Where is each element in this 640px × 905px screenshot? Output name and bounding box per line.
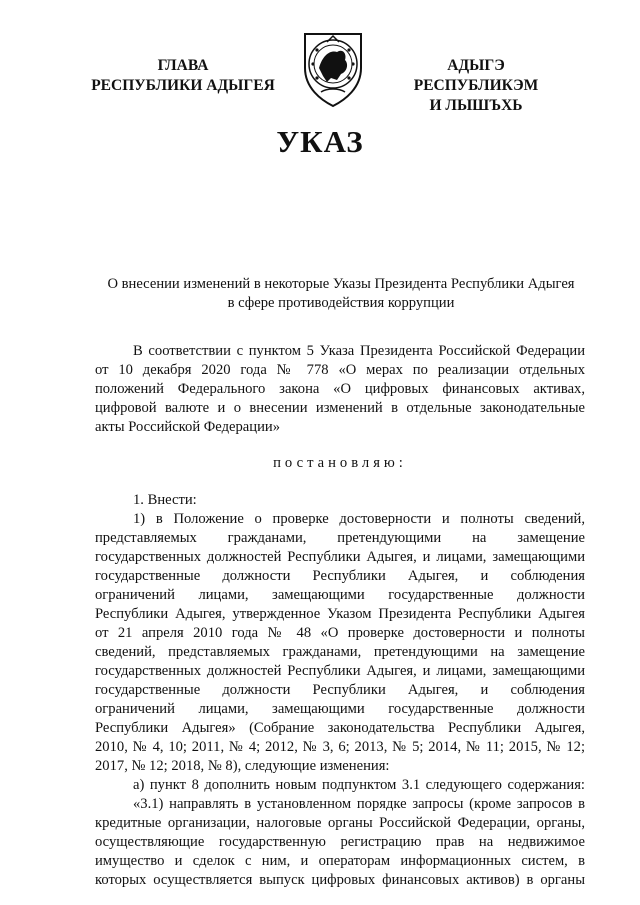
item-1-1-line: сведений, представляемых гражданами, претендующими на замещение (95, 644, 585, 660)
item-1-1-line: Республики Адыгея, утвержденное Указом Президента Республики Адыгея (95, 606, 585, 622)
issuer-adyghe-line2: И ЛЫШЪХЬ (429, 97, 523, 114)
issuer-adyghe (384, 56, 568, 116)
preamble (95, 342, 585, 437)
item-1-1-line: государственных должностей Республики Адыгея, и лицами, замещающими (95, 549, 585, 565)
issuer-russian-line1: ГЛАВА (157, 57, 209, 74)
preamble-line: акты Российской Федерации» (95, 419, 280, 435)
subject-line1: О внесении изменений в некоторые Указы Президента Республики Адыгея (107, 276, 575, 292)
item-1-1-line: представляемых гражданами, претендующими на замещение (95, 530, 585, 546)
item-1-heading: 1. Внести: (133, 492, 197, 508)
document-subject (96, 275, 586, 313)
coat-of-arms-icon (297, 28, 369, 108)
preamble-line: цифровой валюте и о внесении изменений в отдельные законодательные (95, 400, 585, 416)
quote-line: имущество и сделок с ним, и операторам информационных систем, в (95, 853, 585, 869)
preamble-line: от 10 декабря 2020 года № 778 «О мерах по реализации отдельных (95, 362, 585, 378)
subject-line2: в сфере противодействия коррупции (227, 295, 455, 311)
item-1-1-line: государственные должности Республики Адыгея, и соблюдения (95, 682, 585, 698)
document-body (95, 342, 585, 890)
document-title: УКАЗ (276, 124, 364, 159)
decree-word: постановляю: (273, 455, 407, 471)
issuer-russian-line2: РЕСПУБЛИКИ АДЫГЕЯ (91, 77, 275, 94)
item-1-1-line: государственных должностей Республики Адыгея, и лицами, замещающими (95, 663, 585, 679)
item-1-1-line: государственные должности Республики Адыгея, и соблюдения (95, 568, 585, 584)
preamble-line: В соответствии с пунктом 5 Указа Президента Российской Федерации (133, 343, 585, 359)
item-1-1-line: 2017, № 12; 2018, № 8), следующие изменения: (95, 758, 390, 774)
issuer-russian (88, 56, 278, 96)
item-1-1-line: ограничений лицами, замещающими государственные должности (95, 701, 585, 717)
item-1-1-line: ограничений лицами, замещающими государственные должности (95, 587, 585, 603)
item-1-1-line: Республики Адыгея» (Собрание законодательства Республики Адыгея, (95, 720, 585, 736)
issuer-adyghe-line1: АДЫГЭ РЕСПУБЛИКЭМ (413, 57, 539, 94)
item-1-1-a: а) пункт 8 дополнить новым подпунктом 3.1 следующего содержания: (133, 777, 585, 793)
item-1-1-line: 2010, № 4, 10; 2011, № 4; 2012, № 3, 6; 2013, № 5; 2014, № 11; 2015, № 12; (95, 739, 585, 755)
quote-line: осуществляющие государственную регистрацию прав на недвижимое (95, 834, 585, 850)
item-1-1-line: 1) в Положение о проверке достоверности и полноты сведений, (133, 511, 585, 527)
item-1 (95, 491, 585, 890)
preamble-line: положений Федерального закона «О цифровых финансовых активах, (95, 381, 585, 397)
item-1-1-line: от 21 апреля 2010 года № 48 «О проверке достоверности и полноты (95, 625, 585, 641)
quote-line: кредитные организации, налоговые органы Российской Федерации, органы, (95, 815, 585, 831)
quote-line: «3.1) направлять в установленном порядке запросы (кроме запросов в (133, 796, 585, 812)
quote-line: которых осуществляется выпуск цифровых финансовых активов) в органы (95, 872, 585, 888)
